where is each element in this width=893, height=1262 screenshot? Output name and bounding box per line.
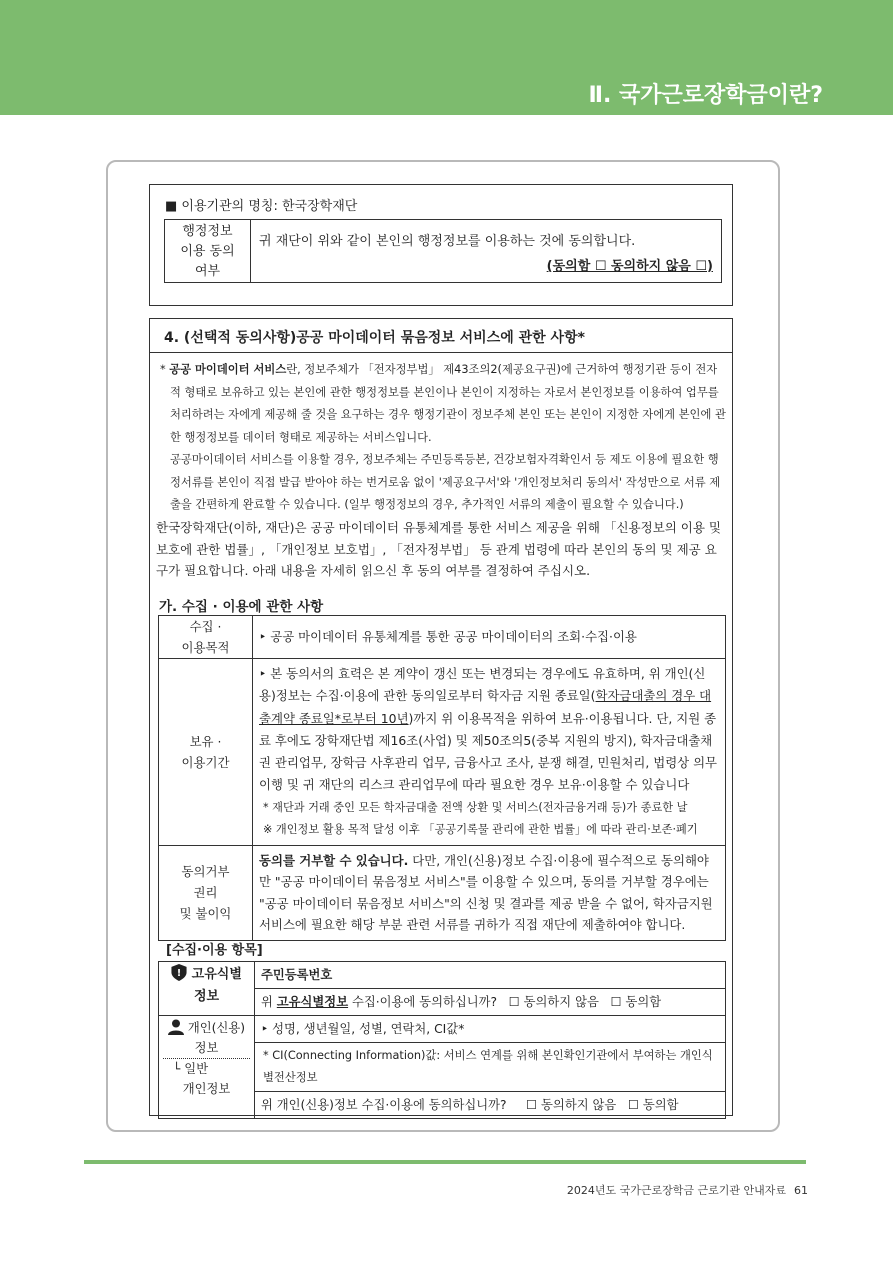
definition-paragraph <box>156 359 728 449</box>
label-line: 개인(신용) <box>187 1021 246 1035</box>
question-text: 위 개인(신용)정보 수집·이용에 동의하십니까? <box>261 1098 507 1112</box>
admin-consent-body <box>251 220 721 282</box>
question-text: 위 <box>261 995 277 1009</box>
unique-agree-checkbox[interactable]: ☐ 동의함 <box>610 995 662 1009</box>
unique-id-label-line <box>159 964 254 986</box>
table-row <box>159 659 726 846</box>
personal-decline-checkbox[interactable]: ☐ 동의하지 않음 <box>526 1098 617 1112</box>
label-line: 보유 · <box>189 733 222 749</box>
label-line: └ 일반 <box>173 1062 209 1076</box>
admin-consent-label <box>165 220 251 282</box>
label-line: 수집 · <box>189 619 222 634</box>
svg-text:!: ! <box>176 967 182 979</box>
shield-icon <box>171 964 187 981</box>
intro-paragraph: 한국장학재단(이하, 재단)은 공공 마이데이터 유통체계를 통한 서비스 제공을 위해 「신용정보의 이용 및 보호에 관한 법률」, 「개인정보 보호법」, 「전자정부법」 등 관계 법령에 따라 본인의 동의 및 제공 요구가 필요합니다. 아래 내용을 자세히 읽으신 후 동의 여부를 결정하여 주십시오. <box>156 520 722 578</box>
section-heading: 4. (선택적 동의사항)공공 마이데이터 묶음정보 서비스에 관한 사항* <box>150 319 732 353</box>
definition-term: 공공 마이데이터 서비스 <box>169 363 287 376</box>
footer <box>567 1182 808 1198</box>
org-name-line: ■ 이용기관의 명칭: 한국장학재단 <box>165 199 358 214</box>
page-number: 61 <box>794 1184 808 1197</box>
admin-consent-text: 귀 재단이 위와 같이 본인의 행정정보를 이용하는 것에 동의합니다. <box>259 234 636 249</box>
refuse-text: 다만, 개인(신용)정보 수집·이용에 필수적으로 동의해야만 "공공 마이데이터 묶음정보 서비스"를 이용할 수 있으며, 동의를 거부할 경우에는 "공공 마이데이터 묶음정보 서비스"의 신청 및 결과를 제공 받을 수 없어, 학자금지원 서비스에 필요한 해당 부분 관련 서류를 귀하가 직접 재단에 제출하여야 합니다. <box>259 852 713 933</box>
mydata-definition <box>156 359 728 517</box>
admin-consent-table <box>164 219 722 283</box>
unique-id-label <box>159 962 255 1016</box>
period-label <box>159 659 253 846</box>
purpose-value: ‣ 공공 마이데이터 유통체계를 통한 공공 마이데이터의 조회·수집·이용 <box>253 616 726 659</box>
table-row <box>159 962 726 989</box>
footer-rule <box>84 1160 806 1164</box>
label-line: 정보 <box>193 989 220 1004</box>
refuse-value <box>253 845 726 940</box>
label-line: 행정정보 <box>182 224 233 239</box>
question-bold: 고유식별정보 <box>276 995 349 1009</box>
period-text-a: ‣ 본 동의서의 효력은 본 계약이 갱신 또는 변경되는 경우에도 유효하며, 위 개인(신용)정보는 수집·이용에 관한 동의일로부터 학자금 지원 종료일( <box>259 666 706 704</box>
person-icon <box>168 1019 184 1035</box>
ci-note: * CI(Connecting Information)값: 서비스 연계를 위해 본인확인기관에서 부여하는 개인식별전산정보 <box>255 1043 726 1092</box>
period-text-underlined: 학자금대출의 경우 대출계약 종료일*로부터 10년 <box>259 688 712 726</box>
table-row <box>159 616 726 659</box>
collection-table <box>158 615 726 941</box>
table-row <box>159 845 726 940</box>
personal-info-question <box>255 1092 726 1119</box>
label-line: 정보 <box>163 1038 250 1059</box>
unique-decline-checkbox[interactable]: ☐ 동의하지 않음 <box>508 995 599 1009</box>
label-line: 이용목적 <box>181 640 230 655</box>
admin-consent-choice[interactable]: (동의함 ☐ 동의하지 않음 ☐) <box>546 259 713 274</box>
footer-title: 2024년도 국가근로장학금 근로기관 안내자료 <box>566 1184 786 1197</box>
admin-info-consent-box <box>149 184 733 306</box>
label-line: 이용 동의 <box>180 244 235 259</box>
question-text: 수집·이용에 동의하십니까? <box>348 995 497 1009</box>
period-text-b: )까지 위 이용목적을 위하여 보유·이용됩니다. 단, 지원 종료 후에도 장학재단법 제16조(사업) 및 제50조의5(중복 지원의 방지), 학자금대출채권 관리업무, 장학금 사후관리 업무, 금융사고 조사, 분쟁 해결, 민원처리, 법령상 의무이행 및 귀 재단의 리스크 관리업무에 따라 필요한 경우 보유·이용할 수 있습니다 <box>259 710 718 793</box>
chapter-title: Ⅱ. 국가근로장학금이란? <box>588 83 823 108</box>
unique-id-question <box>255 989 726 1016</box>
period-note-2: ※ 개인정보 활용 목적 달성 이후 「공공기록물 관리에 관한 법률」에 따라 관리·보존·폐기 <box>263 822 698 836</box>
definition-star: * <box>160 363 170 376</box>
label-line: 개인정보 <box>182 1082 231 1096</box>
period-value <box>253 659 726 846</box>
label-line: 권리 <box>193 885 218 901</box>
definition-paragraph-2: 공공마이데이터 서비스를 이용할 경우, 정보주체는 주민등록등본, 건강보험자격확인서 등 제도 이용에 필요한 행정서류를 본인이 직접 발급 받아야 하는 번거로움 없이 '제공요구서'와 '개인정보처리 동의서' 작성만으로 서류 제출을 간편하게 완료할 수 있습니다. (일부 행정정보의 경우, 추가적인 서류의 제출이 필요할 수 있습니다.) <box>170 453 721 511</box>
personal-label-line <box>159 1018 254 1038</box>
refuse-bold-text: 동의를 거부할 수 있습니다. <box>259 852 409 868</box>
label-line: 동의거부 <box>181 864 230 880</box>
purpose-label <box>159 616 253 659</box>
label-line: 고유식별 <box>191 967 242 982</box>
refuse-label <box>159 845 253 940</box>
table-row <box>159 1016 726 1043</box>
definition-text: 란, 정보주체가 「전자정부법」 제43조의2(제공요구권)에 근거하여 행정기관 등이 전자적 형태로 보유하고 있는 본인에 관한 행정정보를 본인이나 본인이 지정하는 자로서 본인정보를 이용하여 업무를 처리하려는 자에게 제공해 줄 것을 요구하는 경우 행정기관이 정보주체 본인 또는 본인이 지정한 자에게 본인에 관한 행정정보를 데이터 형태로 제공하는 서비스입니다. <box>170 363 726 444</box>
personal-agree-checkbox[interactable]: ☐ 동의함 <box>627 1098 679 1112</box>
items-table <box>158 961 726 1119</box>
mydata-section-box <box>149 318 733 1116</box>
collection-subheading: 가. 수집 · 이용에 관한 사항 <box>159 599 324 615</box>
personal-info-label <box>159 1016 255 1119</box>
period-note-1: * 재단과 거래 중인 모든 학자금대출 전액 상환 및 서비스(전자금융거래 등)가 종료한 날 <box>263 800 688 814</box>
period-main-text <box>259 663 719 797</box>
label-line: 여부 <box>194 264 221 279</box>
label-line: 이용기간 <box>181 754 230 770</box>
items-heading: [수집·이용 항목] <box>166 943 263 958</box>
personal-info-value: ‣ 성명, 생년월일, 성별, 연락처, CI값* <box>255 1016 726 1043</box>
unique-id-value: 주민등록번호 <box>255 962 726 989</box>
label-line: 및 불이익 <box>179 906 232 922</box>
